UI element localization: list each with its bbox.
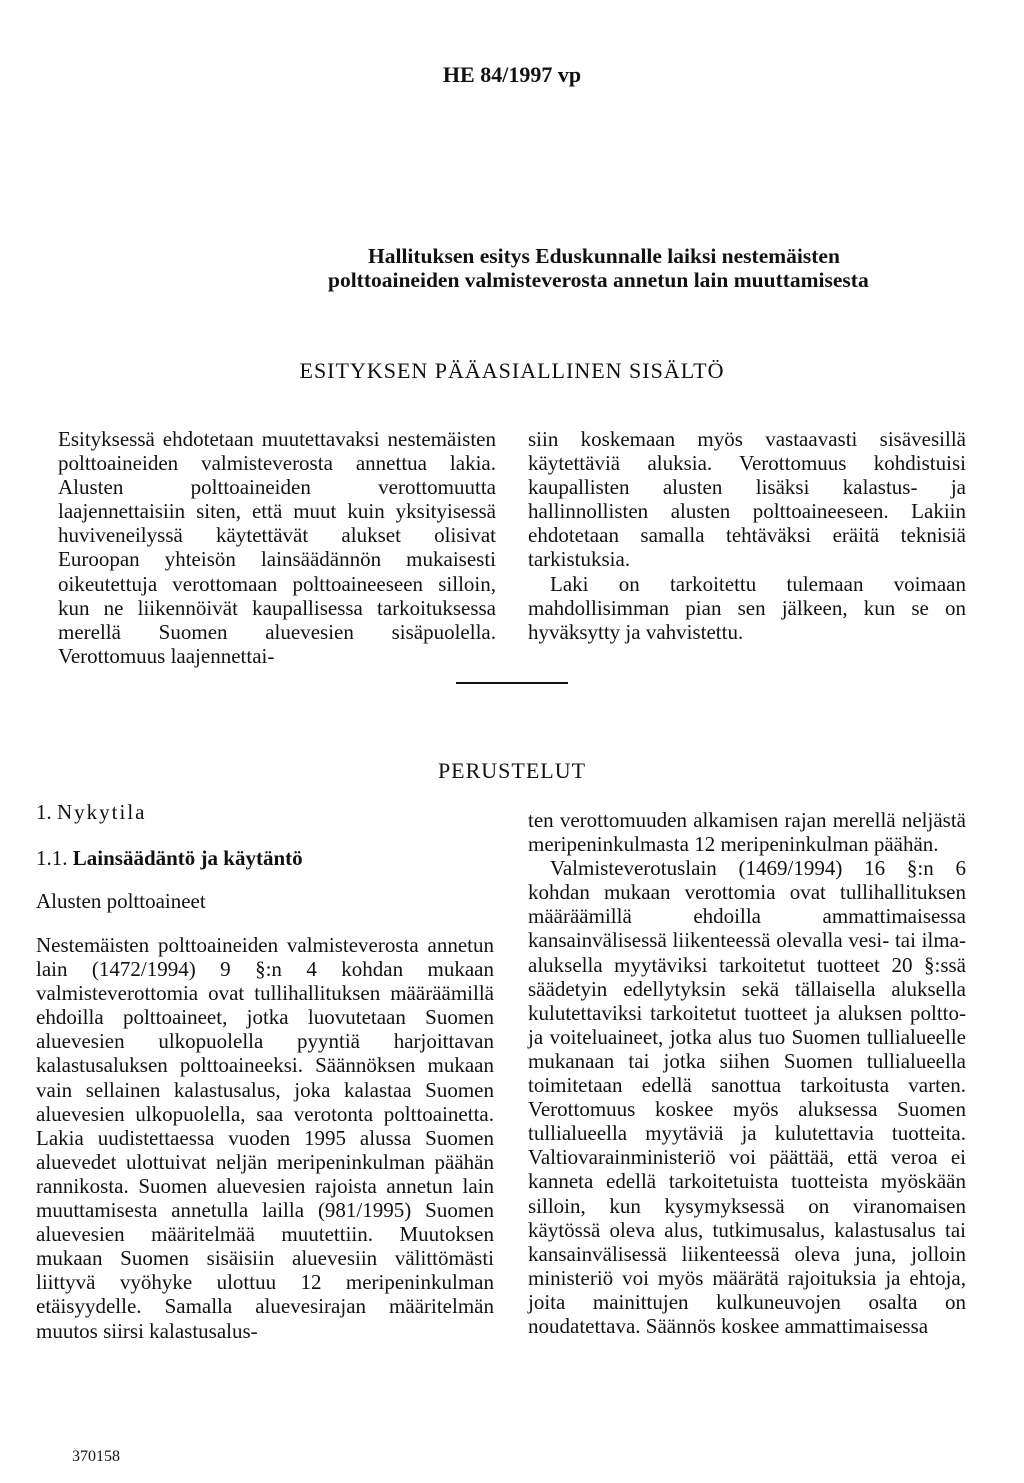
section-1-1-number: 1.1. (36, 846, 68, 870)
summary-right-paragraph-1: siin koskemaan myös vastaavasti sisävesillä käytettäviä aluksia. Verottomuus kohdistuisi kaupallisten alusten lisäksi kalastus- ja hallinnollisten alusten polttoaineeseen. Lakiin ehdotetaan samalla tehtäväksi eräitä teknisiä tarkistuksia. (528, 427, 966, 572)
summary-right-paragraph-2: Laki on tarkoitettu tulemaan voimaan mahdollisimman pian sen jälkeen, kun se on hyväksytty ja vahvistettu. (528, 571, 966, 644)
summary-heading: ESITYKSEN PÄÄASIALLINEN SISÄLTÖ (299, 358, 725, 383)
summary-right-column (528, 427, 966, 644)
body-right-paragraph-2: Valmisteverotuslain (1469/1994) 16 §:n 6 kohdan mukaan verottomia ovat tullihallituksen määräämillä ehdoilla ammattimaisessa kansainvälisessä liikenteessä olevalla vesi- tai ilma-aluksella myytäviksi tarkoitetut tuotteet 20 §:ssä säädetyin edellytyksin sekä tällaisella aluksella kulutettaviksi tarkoitetut tuotteet ja aluksen poltto- ja voiteluaineet, jotka alus tuo Suomen tullialueelle mukanaan tai jotka siihen Suomen tullialueella toimitetaan edellä sanottua tarkoitusta varten. Verottomuus koskee myös aluksessa Suomen tullialueella myytäviä ja kulutettavia tuotteita. Valtiovarainministeriö voi päättää, että veroa ei kanneta edellä tarkoitetuista tuotteista myöskään silloin, kun kysymyksessä on viranomaisen käytössä oleva alus, tutkimusalus, kalastusalus tai kansainvälisessä liikenteessä oleva juna, jolloin ministeriö voi myös määrätä rajoituksia ja ehtoja, joita mainittujen kulkuneuvojen osalta on noudatettava. Säännös koskee ammattimaisessa (528, 856, 966, 1338)
summary-left-column (58, 427, 496, 668)
section-1-heading (36, 800, 147, 825)
body-right-column (528, 808, 966, 1338)
page-code: 370158 (72, 1448, 120, 1465)
body-left-column (36, 933, 494, 1343)
section-1-1-title: Lainsäädäntö ja käytäntö (72, 846, 303, 870)
section-1-title: Nykytila (57, 800, 147, 824)
section-divider (456, 682, 568, 684)
document-id: HE 84/1997 vp (442, 62, 582, 87)
section-1-number: 1. (36, 800, 52, 824)
perustelut-heading: PERUSTELUT (437, 758, 587, 783)
body-right-paragraph-1: ten verottomuuden alkamisen rajan merellä neljästä meripeninkulmasta 12 meripeninkulman päähän. (528, 808, 966, 857)
section-1-1-heading (36, 846, 303, 871)
document-title: Hallituksen esitys Eduskunnalle laiksi nestemäisten polttoaineiden valmisteverosta annetun lain muuttamisesta (328, 244, 869, 292)
summary-left-paragraph-1: Esityksessä ehdotetaan muutettavaksi nestemäisten polttoaineiden valmisteverosta annettua lakia. Alusten polttoaineiden verottomuutta laajennettaisiin siten, että muut kuin yksityisessä huviveneilyssä käytettävät alukset olisivat Euroopan yhteisön lainsäädännön mukaisesti oikeutettuja verottomaan polttoaineeseen silloin, kun ne liikennöivät kaupallisessa tarkoituksessa merellä Suomen aluevesien sisäpuolella. Verottomuus laajennettai- (58, 427, 496, 668)
body-left-paragraph-1: Nestemäisten polttoaineiden valmisteverosta annetun lain (1472/1994) 9 §:n 4 kohdan mukaan valmisteverottomia ovat tullihallituksen määräämillä ehdoilla polttoaineet, jotka luovutetaan Suomen aluevesien ulkopuolella pyyntiä harjoittavan kalastusaluksen polttoaineeksi. Säännöksen mukaan vain sellainen kalastusalus, joka kalastaa Suomen aluevesien ulkopuolella, saa verotonta polttoainetta. Lakia uudistettaessa vuoden 1995 alussa Suomen aluevedet ulottuivat neljän meripeninkulman päähän rannikosta. Suomen aluevesien rajoista annetun lain muuttamisesta annetulla lailla (981/1995) Suomen aluevesien määritelmää muutettiin. Muutoksen mukaan Suomen sisäisiin aluevesiin välittömästi liittyvä vyöhyke ulottuu 12 meripeninkulman etäisyydelle. Samalla aluevesirajan määritelmän muutos siirsi kalastusalus- (36, 933, 494, 1343)
subheading-alusten-polttoaineet: Alusten polttoaineet (36, 889, 206, 913)
